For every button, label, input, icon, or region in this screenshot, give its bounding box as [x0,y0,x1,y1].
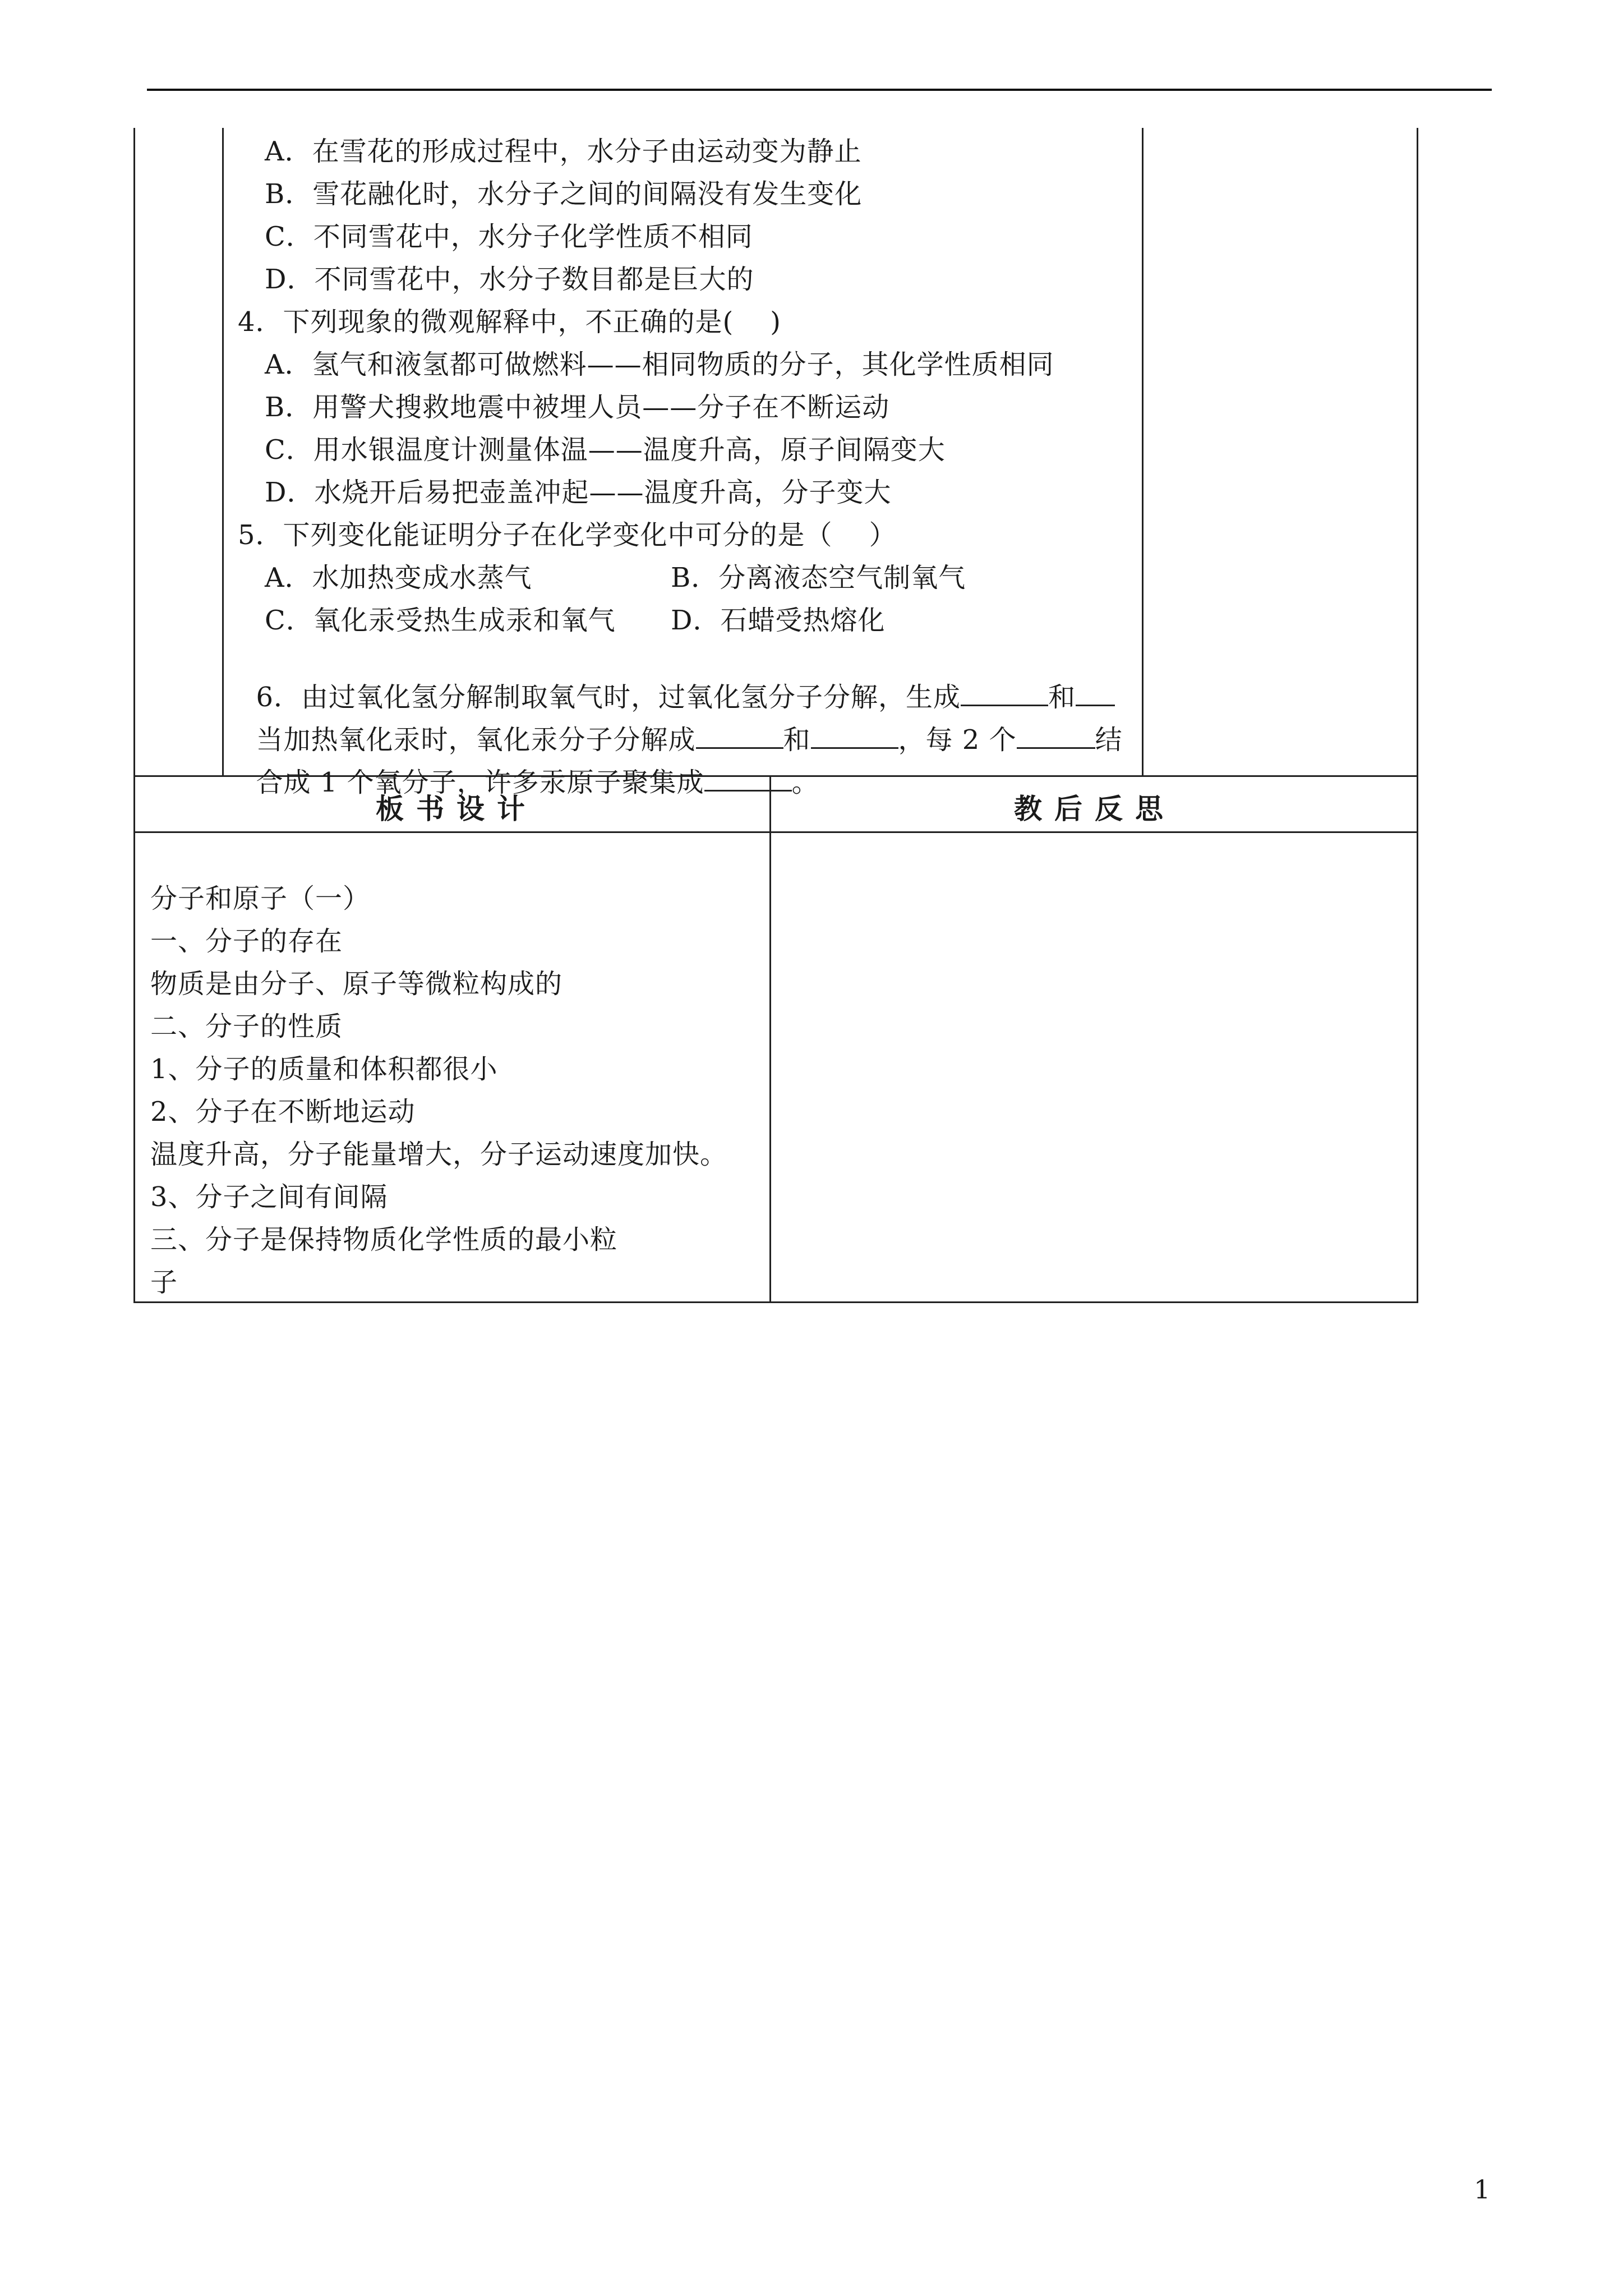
q6-line2-each: ，每 2 个 [898,724,1017,756]
answer-blank [704,765,792,792]
board-line: 1、分子的质量和体积都很小 [150,1053,498,1085]
board-line: 二、分子的性质 [150,1011,343,1042]
q6-line2-end: 结 [1095,724,1123,756]
q3-option-a: A．在雪花的形成过程中，水分子由运动变为静止 [265,136,862,167]
q5-option-b: B．分离液态空气制氧气 [671,562,966,593]
table-right-border [1417,128,1418,1303]
q4-option-d: D．水烧开后易把壶盖冲起——温度升高，分子变大 [265,477,892,508]
inner-left-border [222,128,224,777]
board-line: 分子和原子（一） [150,883,371,914]
board-line: 2、分子在不断地运动 [150,1096,416,1128]
q4-option-c: C．用水银温度计测量体温——温度升高，原子间隔变大 [265,434,946,466]
q6-line1-and: 和 [1048,682,1076,713]
board-line: 一、分子的存在 [150,926,343,957]
reflection-header: 教后反思 [1014,792,1175,825]
header-row-bottom [133,831,1418,833]
q5-option-d: D．石蜡受热熔化 [671,605,886,636]
answer-blank [1017,723,1095,749]
q3-option-c: C．不同雪花中，水分子化学性质不相同 [265,221,753,252]
q4-option-a: A．氢气和液氢都可做燃料——相同物质的分子，其化学性质相同 [265,349,1054,380]
q6-line3-end: 。 [791,767,819,798]
header-rule [147,89,1492,91]
column-divider [769,775,771,1303]
board-line: 子 [150,1267,178,1298]
q5-option-c: C．氧化汞受热生成汞和氧气 [265,605,616,636]
page-number: 1 [1474,2174,1491,2205]
q6-line3-text: 合成 1 个氧分子，许多汞原子聚集成 [256,767,704,798]
board-line: 物质是由分子、原子等微粒构成的 [150,968,563,1000]
q5-stem: 5．下列变化能证明分子在化学变化中可分的是（ ） [238,519,897,551]
q6-line1-text: 6．由过氧化氢分解制取氧气时，过氧化氢分子分解，生成 [256,682,961,713]
q4-option-b: B．用警犬搜救地震中被埋人员——分子在不断运动 [265,392,890,423]
board-line: 3、分子之间有间隔 [150,1181,388,1213]
q3-option-d: D．不同雪花中，水分子数目都是巨大的 [265,264,754,295]
table-left-border [133,128,135,1303]
q6-line2-text: 当加热氧化汞时，氧化汞分子分解成 [256,724,696,756]
q3-option-b: B．雪花融化时，水分子之间的间隔没有发生变化 [265,178,863,210]
answer-blank [811,723,898,749]
q4-stem: 4．下列现象的微观解释中，不正确的是( ) [238,306,782,338]
q6-line2-and: 和 [783,724,811,756]
q5-option-a: A．水加热变成水蒸气 [265,562,532,593]
board-design-header: 板书设计 [376,792,537,825]
board-line: 三、分子是保持物质化学性质的最小粒 [150,1224,618,1255]
board-line: 温度升高，分子能量增大，分子运动速度加快。 [150,1139,728,1170]
table-bottom-border [133,1301,1418,1303]
inner-right-border [1142,128,1144,777]
